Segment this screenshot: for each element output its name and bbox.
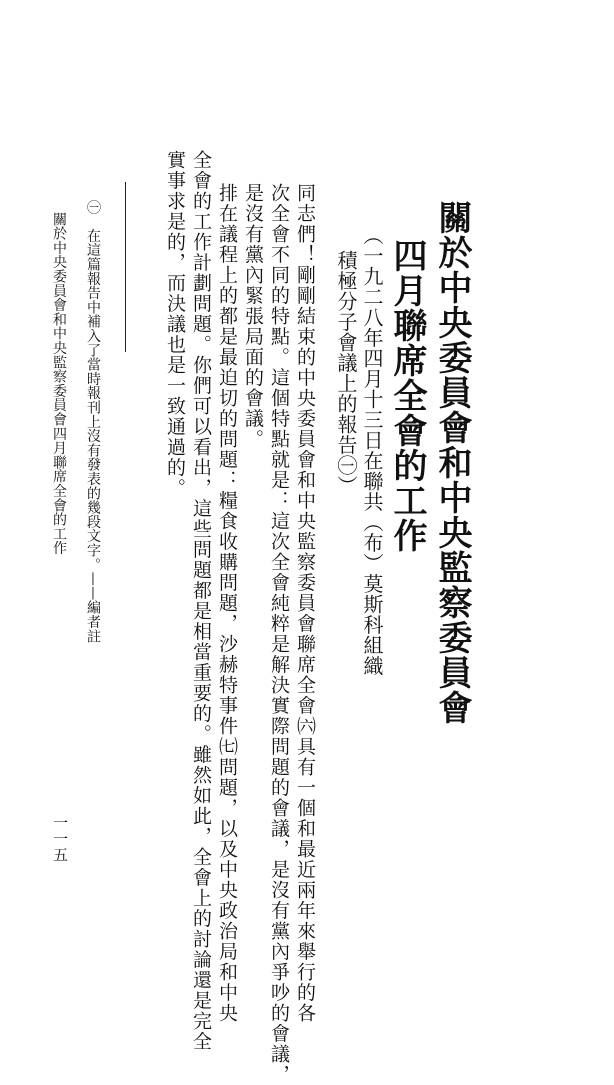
page-number: 一一五 xyxy=(51,815,69,863)
body-line-4: 排在議程上的都是最迫切的問題：糧食收購問題，沙赫特事件㈦問題，以及中央政治局和中央 xyxy=(216,183,238,1024)
footnote-text: ㊀ 在這篇報告中補入了當時報刊上沒有發表的幾段文字。——編者註 xyxy=(85,200,101,644)
body-line-5: 全會的工作計劃問題。你們可以看出，這些問題都是相當重要的。雖然如此，全會上的討論還是完全 xyxy=(190,150,212,1052)
body-line-2: 次全會不同的特點。這個特點就是：這次全會純粹是解決實際問題的會議，是沒有黨內爭吵的會議， xyxy=(268,183,290,1085)
title-line-1: 關於中央委員會和中央監察委員會 xyxy=(432,200,472,725)
subtitle-line-2: 積極分子會議上的報告㊀） xyxy=(334,250,358,496)
title-line-2: 四月聯席全會的工作 xyxy=(387,238,427,553)
subtitle-line-1: （一九二八年四月十三日在聯共（布）莫斯科組織 xyxy=(360,225,384,676)
running-title: 關於中央委員會和中央監察委員會四月聯席全會的工作 xyxy=(51,212,67,556)
footnote-divider xyxy=(125,182,126,352)
body-line-1: 同志們！剛剛結束的中央委員會和中央監察委員會聯席全會㈥具有一個和最近兩年來舉行的各 xyxy=(294,183,316,1024)
body-line-3: 是沒有黨內緊張局面的會議。 xyxy=(242,183,264,450)
body-line-6: 實事求是的，而決議也是一致通過的。 xyxy=(164,150,186,499)
